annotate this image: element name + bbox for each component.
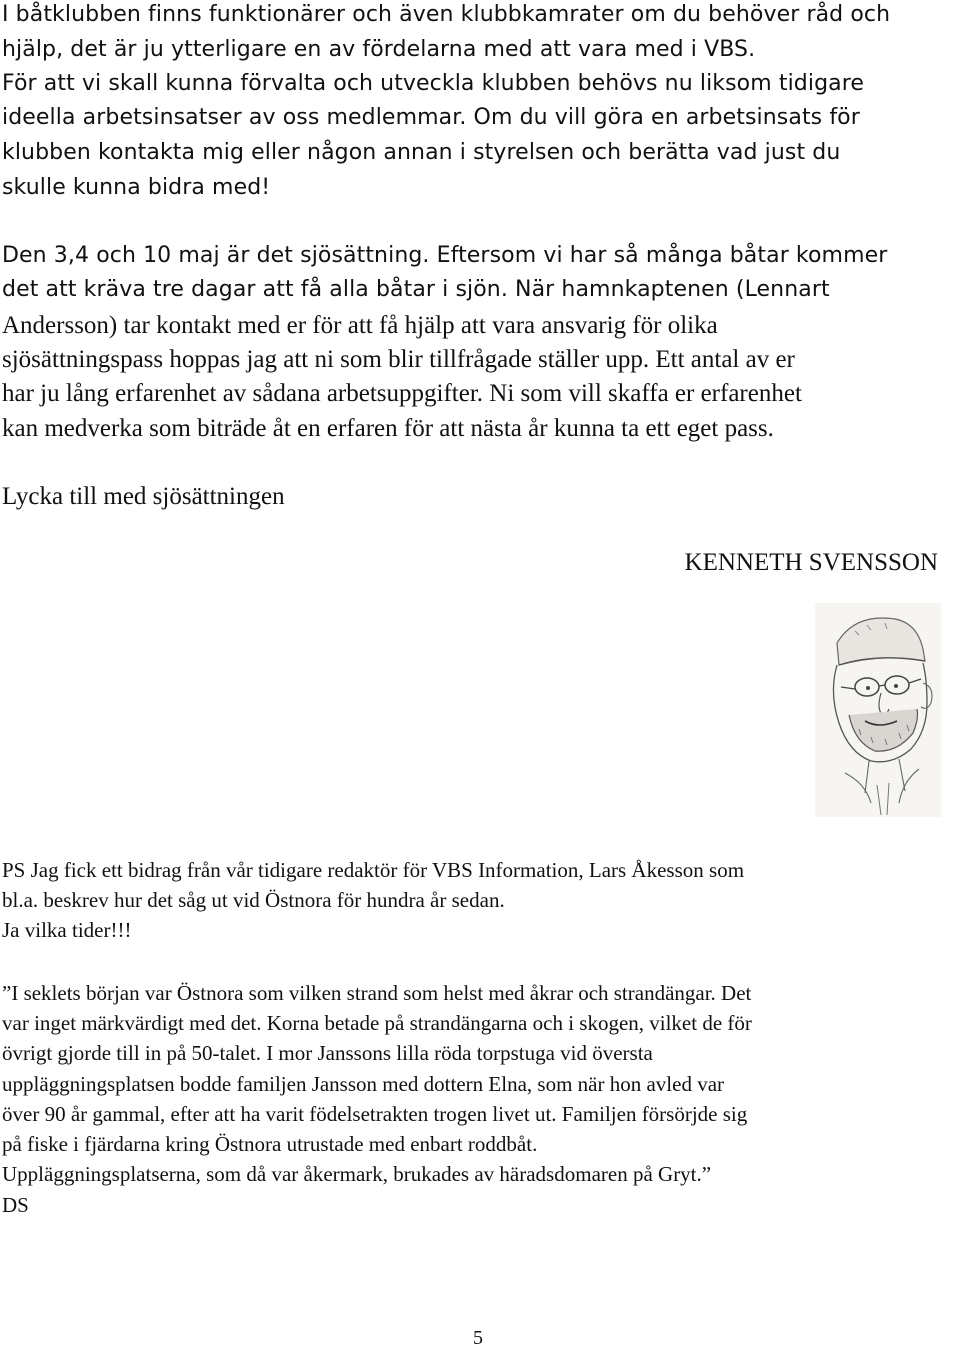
text-line: bl.a. beskrev hur det såg ut vid Östnora för hundra år sedan. bbox=[2, 888, 505, 912]
text-line: Den 3,4 och 10 maj är det sjösättning. Eftersom vi har så många båtar kommer bbox=[2, 243, 888, 268]
text-line: I båtklubben finns funktionärer och även klubbkamrater om du behöver råd och bbox=[2, 2, 891, 27]
text-line: kan medverka som biträde åt en erfaren för att nästa år kunna ta ett eget pass. bbox=[2, 415, 774, 442]
text-line: det att kräva tre dagar att få alla båtar i sjön. När hamnkaptenen (Lennart bbox=[2, 277, 830, 302]
text-line: sjösättningspass hoppas jag att ni som blir tillfrågade ställer upp. Ett antal av er bbox=[2, 346, 795, 373]
text-line: klubben kontakta mig eller någon annan i styrelsen och berätta vad just du bbox=[2, 140, 841, 165]
closing-line: Lycka till med sjösättningen bbox=[2, 483, 285, 510]
signature-name: KENNETH SVENSSON bbox=[684, 549, 938, 576]
text-line: hjälp, det är ju ytterligare en av fördelarna med att vara med i VBS. bbox=[2, 37, 756, 62]
text-line: uppläggningsplatsen bodde familjen Jansson med dottern Elna, som när hon avled var bbox=[2, 1072, 725, 1096]
text-line: över 90 år gammal, efter att ha varit födelsetrakten trogen livet ut. Familjen försörjde sig bbox=[2, 1102, 748, 1126]
text-line: ”I seklets början var Östnora som vilken strand som helst med åkrar och strandängar. Det bbox=[2, 981, 752, 1005]
text-line: var inget märkvärdigt med det. Korna betade på strandängarna och i skogen, vilket de för bbox=[2, 1011, 752, 1035]
text-line: Uppläggningsplatserna, som då var åkermark, brukades av häradsdomaren på Gryt.” bbox=[2, 1162, 712, 1186]
text-line: Ja vilka tider!!! bbox=[2, 918, 132, 942]
portrait-image bbox=[815, 603, 941, 817]
text-line: ideella arbetsinsatser av oss medlemmar. Om du vill göra en arbetsinsats för bbox=[2, 105, 860, 130]
text-line: För att vi skall kunna förvalta och utveckla klubben behövs nu liksom tidigare bbox=[2, 71, 865, 96]
text-line: skulle kunna bidra med! bbox=[2, 175, 271, 200]
text-line: övrigt gjorde till in på 50-talet. I mor Janssons lilla röda torpstuga vid översta bbox=[2, 1041, 653, 1065]
text-line: Andersson) tar kontakt med er för att få hjälp att vara ansvarig för olika bbox=[2, 312, 718, 339]
text-line: har ju lång erfarenhet av sådana arbetsuppgifter. Ni som vill skaffa er erfarenhet bbox=[2, 380, 802, 407]
sketch-portrait-icon bbox=[815, 603, 941, 817]
page-number: 5 bbox=[473, 1327, 483, 1349]
text-line: PS Jag fick ett bidrag från vår tidigare redaktör för VBS Information, Lars Åkesson som bbox=[2, 858, 745, 882]
text-line: DS bbox=[2, 1193, 29, 1217]
text-line: på fiske i fjärdarna kring Östnora utrustade med enbart roddbåt. bbox=[2, 1132, 538, 1156]
